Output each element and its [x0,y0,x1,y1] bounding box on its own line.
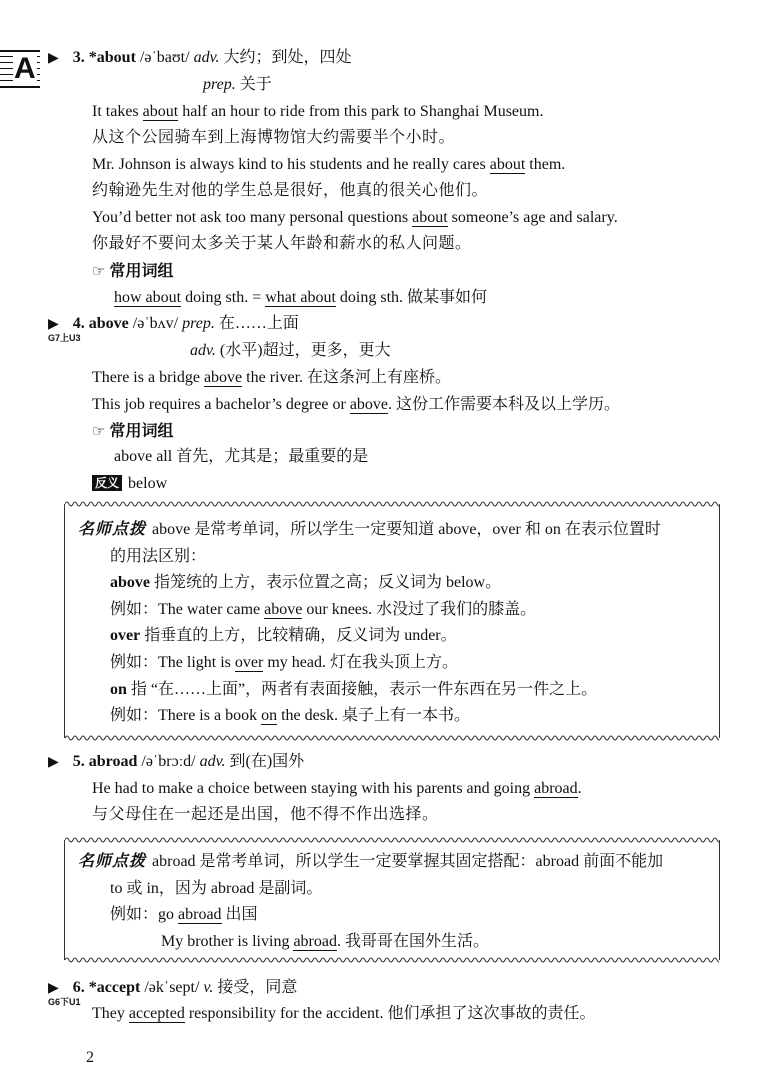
triangle-bullet-icon: ▶ [48,51,59,66]
tip-label: 名师点拨 [78,853,147,870]
wavy-border-bottom [65,734,719,742]
triangle-bullet-icon: ▶ [48,317,59,332]
entry-accept-head: ▶ 6. *accept /əkˈsept/ v. 接受，同意 [48,979,298,996]
example-sentence: He had to make a choice between staying with his parents and going abroad. [92,780,582,797]
example-translation: 从这个公园骑车到上海博物馆大约需要半个小时。 [92,129,456,146]
phonetic: /əˈbaʊt/ [139,49,190,66]
letter-tab-label: A [14,52,36,85]
tip-line: above 指笼统的上方，表示位置之高；反义词为 below。 [110,574,502,591]
entry-about-sense2 [203,75,272,95]
antonym-word: below [128,475,168,492]
definition: 关于 [239,76,272,93]
tip-line: 例如：The light is over my head. 灯在我头顶上方。 [110,654,458,671]
example-sentence: Mr. Johnson is always kind to his students and he really cares about them. [92,156,566,173]
example-translation: 你最好不要问太多关于某人年龄和薪水的私人问题。 [92,235,472,252]
entry-about-head [48,48,352,69]
example-sentence: This job requires a bachelor’s degree or above. 这份工作需要本科及以上学历。 [92,396,621,413]
part-of-speech: prep. [203,76,236,93]
tip-line: My brother is living abroad. 我哥哥在国外生活。 [161,933,489,950]
phonetic: /əˈbʌv/ [132,315,179,332]
tip-line: over 指垂直的上方，比较精确，反义词为 under。 [110,627,457,644]
tip-line: 例如：The water came above our knees. 水没过了我们的膝盖。 [110,601,537,618]
entry-abroad-head: ▶ 5. abroad /əˈbrɔːd/ adv. 到(在)国外 [48,753,305,770]
entry-above-head [48,314,299,335]
headword: above [88,315,129,332]
triangle-bullet-icon: ▶ [48,755,59,770]
phrase-heading: ☞ 常用词组 [92,261,174,280]
wavy-border-bottom [65,956,719,964]
tip-line: 名师点拨 abroad 是常考单词，所以学生一定要掌握其固定搭配：abroad 前面不能加 [78,853,664,870]
headword: *about [88,49,136,66]
example-sentence: It takes about half an hour to ride from this park to Shanghai Museum. [92,103,544,120]
example-translation: 与父母住在一起还是出国，他不得不作出选择。 [92,806,439,823]
example-sentence: They accepted responsibility for the accident. 他们承担了这次事故的责任。 [92,1005,596,1022]
page-number: 2 [86,1049,94,1066]
tip-line: 例如：go abroad 出国 [110,906,258,923]
phrase-item: how about doing sth. = what about doing sth. 做某事如何 [114,289,488,306]
tip-line: 的用法区别： [110,548,207,565]
wavy-border-top [65,500,719,508]
letter-tab [0,50,40,95]
tip-line: 例如：There is a book on the desk. 桌子上有一本书。 [110,707,470,724]
pointing-hand-icon: ☞ [92,264,106,280]
definition: 在……上面 [218,315,299,332]
example-translation: 约翰逊先生对他的学生总是很好，他真的很关心他们。 [92,182,489,199]
phrase-item: above all 首先，尤其是；最重要的是 [114,448,369,465]
example-sentence: You’d better not ask too many personal questions about someone’s age and salary. [92,209,618,226]
tip-label: 名师点拨 [78,521,147,538]
tip-line: to 或 in，因为 abroad 是副词。 [110,880,323,897]
entry-number: 3. [72,49,85,66]
triangle-bullet-icon: ▶ [48,981,59,996]
entry-number: 4. [72,315,85,332]
tip-line: on 指 “在……上面”，两者有表面接触，表示一件东西在另一件之上。 [110,681,598,698]
textbook-unit-tag: G6下U1 [48,997,81,1007]
part-of-speech: prep. [182,315,215,332]
tip-line: 名师点拨 above 是常考单词，所以学生一定要知道 above，over 和 on 在表示位置时 [78,521,661,538]
pointing-hand-icon: ☞ [92,424,106,440]
example-sentence: There is a bridge above the river. 在这条河上有座桥。 [92,369,452,386]
entry-above-sense2: adv. (水平)超过，更多，更大 [190,342,391,359]
definition: 大约；到处，四处 [223,49,352,66]
textbook-unit-tag: G7上U3 [48,333,81,343]
phrase-heading: ☞ 常用词组 [92,421,174,440]
antonym-row [92,474,167,494]
part-of-speech: adv. [193,49,220,66]
antonym-label: 反义 [92,475,122,491]
wavy-border-top [65,836,719,844]
